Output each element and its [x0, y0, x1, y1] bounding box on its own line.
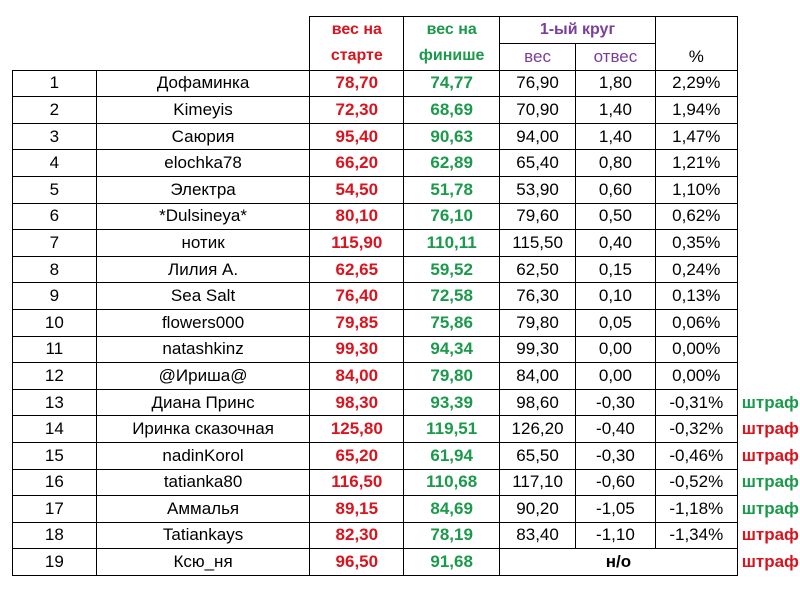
start-weight: 98,30: [310, 389, 404, 416]
table-row: [13, 363, 800, 390]
round-loss: 0,60: [576, 176, 656, 203]
table-row: [13, 70, 800, 97]
weight-header: вес: [500, 44, 576, 71]
row-number: 16: [13, 469, 97, 496]
penalty-label: [737, 97, 799, 124]
row-number: 8: [13, 256, 97, 283]
round-weight: 99,30: [500, 336, 576, 363]
row-number: 4: [13, 150, 97, 177]
loss-percent: -1,34%: [655, 522, 737, 549]
row-number: 6: [13, 203, 97, 230]
row-number: 9: [13, 283, 97, 310]
table-row: [13, 469, 800, 496]
penalty-label: [737, 203, 799, 230]
row-number: 18: [13, 522, 97, 549]
round-weight: 94,00: [500, 123, 576, 150]
loss-percent: 1,10%: [655, 176, 737, 203]
row-number: 10: [13, 309, 97, 336]
table-row: [13, 389, 800, 416]
loss-percent: 1,94%: [655, 97, 737, 124]
loss-percent: 0,00%: [655, 363, 737, 390]
finish-weight: 59,52: [404, 256, 500, 283]
finish-weight: 72,58: [404, 283, 500, 310]
finish-weight: 78,19: [404, 522, 500, 549]
participant-name: Дофаминка: [96, 70, 310, 97]
penalty-label: [737, 123, 799, 150]
round-loss: -1,10: [576, 522, 656, 549]
table-row: [13, 496, 800, 523]
loss-percent: 2,29%: [655, 70, 737, 97]
penalty-label: штраф: [741, 498, 799, 518]
finish-weight: 94,34: [404, 336, 500, 363]
start-weight: 99,30: [310, 336, 404, 363]
participant-name: Sea Salt: [96, 283, 310, 310]
start-weight: 125,80: [310, 416, 404, 443]
row-number: 12: [13, 363, 97, 390]
round-weight: 83,40: [500, 522, 576, 549]
loss-header: отвес: [576, 44, 656, 71]
participant-name: Tatiankays: [96, 522, 310, 549]
start-weight: 54,50: [310, 176, 404, 203]
finish-weight: 75,86: [404, 309, 500, 336]
loss-percent: -1,18%: [655, 496, 737, 523]
finish-weight: 79,80: [404, 363, 500, 390]
finish-weight: 74,77: [404, 70, 500, 97]
start-weight-header: вес на старте: [310, 17, 404, 71]
penalty-label: штраф: [741, 525, 799, 545]
finish-weight: 119,51: [404, 416, 500, 443]
round-weight: 98,60: [500, 389, 576, 416]
loss-percent: 0,62%: [655, 203, 737, 230]
loss-percent: 0,06%: [655, 309, 737, 336]
round-loss: -0,60: [576, 469, 656, 496]
round-loss: 0,00: [576, 336, 656, 363]
row-number: 14: [13, 416, 97, 443]
table-row: [13, 150, 800, 177]
participant-name: Иринка сказочная: [96, 416, 310, 443]
participant-name: Электра: [96, 176, 310, 203]
start-weight: 96,50: [310, 549, 404, 576]
round-loss: 1,40: [576, 97, 656, 124]
round-weight: 79,60: [500, 203, 576, 230]
participant-name: Kimeyis: [96, 97, 310, 124]
table-row: [13, 416, 800, 443]
start-weight: 116,50: [310, 469, 404, 496]
penalty-label: штраф: [741, 392, 799, 412]
header-row-1: [13, 17, 800, 44]
loss-percent: 1,47%: [655, 123, 737, 150]
finish-weight: 76,10: [404, 203, 500, 230]
start-weight: 80,10: [310, 203, 404, 230]
row-number: 19: [13, 549, 97, 576]
start-weight: 89,15: [310, 496, 404, 523]
start-weight: 82,30: [310, 522, 404, 549]
round-loss: 0,80: [576, 150, 656, 177]
round-weight: 65,40: [500, 150, 576, 177]
penalty-label: штраф: [741, 472, 799, 492]
round-weight: 53,90: [500, 176, 576, 203]
round-weight: 79,80: [500, 309, 576, 336]
round-weight: 115,50: [500, 230, 576, 257]
start-weight: 79,85: [310, 309, 404, 336]
participant-name: nadinKorol: [96, 442, 310, 469]
table-row: [13, 97, 800, 124]
row-number: 17: [13, 496, 97, 523]
finish-weight: 51,78: [404, 176, 500, 203]
percent-header-top: [655, 17, 737, 44]
penalty-label: штраф: [741, 552, 799, 572]
round-loss: -0,30: [576, 389, 656, 416]
finish-weight: 68,69: [404, 97, 500, 124]
finish-weight: 84,69: [404, 496, 500, 523]
participant-name: elochka78: [96, 150, 310, 177]
results-table: [12, 16, 800, 576]
finish-weight: 110,11: [404, 230, 500, 257]
finish-weight: 62,89: [404, 150, 500, 177]
participant-name: tatianka80: [96, 469, 310, 496]
penalty-label: [737, 283, 799, 310]
start-weight: 95,40: [310, 123, 404, 150]
loss-percent: -0,52%: [655, 469, 737, 496]
participant-name: natashkinz: [96, 336, 310, 363]
finish-weight: 91,68: [404, 549, 500, 576]
loss-percent: 0,35%: [655, 230, 737, 257]
start-weight: 84,00: [310, 363, 404, 390]
row-number: 7: [13, 230, 97, 257]
start-weight: 76,40: [310, 283, 404, 310]
table-row: [13, 283, 800, 310]
round-loss: -0,30: [576, 442, 656, 469]
finish-weight: 61,94: [404, 442, 500, 469]
participant-name: @Ириша@: [96, 363, 310, 390]
penalty-label: [737, 363, 799, 390]
penalty-label: штраф: [741, 445, 799, 465]
round-weight: 117,10: [500, 469, 576, 496]
table-row: [13, 230, 800, 257]
start-weight: 72,30: [310, 97, 404, 124]
participant-name: Диана Принс: [96, 389, 310, 416]
loss-percent: -0,32%: [655, 416, 737, 443]
row-number: 13: [13, 389, 97, 416]
round-loss: 0,40: [576, 230, 656, 257]
round-loss: -0,40: [576, 416, 656, 443]
loss-percent: 1,21%: [655, 150, 737, 177]
row-number: 15: [13, 442, 97, 469]
start-weight: 62,65: [310, 256, 404, 283]
round-weight: 84,00: [500, 363, 576, 390]
percent-header: %: [655, 44, 737, 71]
finish-weight-header: вес на финише: [404, 17, 500, 71]
start-weight: 78,70: [310, 70, 404, 97]
table-row: [13, 203, 800, 230]
penalty-label: [737, 336, 799, 363]
round-loss: 0,50: [576, 203, 656, 230]
round-weight: 126,20: [500, 416, 576, 443]
penalty-label: [737, 256, 799, 283]
penalty-label: [737, 150, 799, 177]
penalty-label: [737, 230, 799, 257]
table-row: [13, 522, 800, 549]
round-loss: 0,05: [576, 309, 656, 336]
round-weight: 76,90: [500, 70, 576, 97]
start-weight: 115,90: [310, 230, 404, 257]
table-row: [13, 123, 800, 150]
round-weight: 90,20: [500, 496, 576, 523]
loss-percent: 0,00%: [655, 336, 737, 363]
start-weight: 66,20: [310, 150, 404, 177]
table-row: [13, 309, 800, 336]
table-row: [13, 442, 800, 469]
penalty-label: [737, 70, 799, 97]
participant-name: Аммалья: [96, 496, 310, 523]
table-row: [13, 549, 800, 576]
loss-percent: 0,24%: [655, 256, 737, 283]
penalty-label: [737, 309, 799, 336]
row-number: 11: [13, 336, 97, 363]
round-weight: 62,50: [500, 256, 576, 283]
finish-weight: 90,63: [404, 123, 500, 150]
round-loss: 0,00: [576, 363, 656, 390]
round-loss: 0,10: [576, 283, 656, 310]
participant-name: Лилия А.: [96, 256, 310, 283]
round-weight: 76,30: [500, 283, 576, 310]
start-weight: 65,20: [310, 442, 404, 469]
table-row: [13, 256, 800, 283]
row-number: 5: [13, 176, 97, 203]
finish-weight: 93,39: [404, 389, 500, 416]
loss-percent: -0,46%: [655, 442, 737, 469]
round-weight: 70,90: [500, 97, 576, 124]
round-loss: -1,05: [576, 496, 656, 523]
round-header: 1-ый круг: [500, 17, 656, 44]
no-result-cell: н/о: [500, 549, 738, 576]
round-loss: 1,80: [576, 70, 656, 97]
round-loss: 0,15: [576, 256, 656, 283]
finish-weight: 110,68: [404, 469, 500, 496]
round-weight: 65,50: [500, 442, 576, 469]
round-loss: 1,40: [576, 123, 656, 150]
row-number: 2: [13, 97, 97, 124]
participant-name: нотик: [96, 230, 310, 257]
row-number: 1: [13, 70, 97, 97]
penalty-label: штраф: [741, 419, 799, 439]
participant-name: Ксю_ня: [96, 549, 310, 576]
table-row: [13, 176, 800, 203]
participant-name: *Dulsineya*: [96, 203, 310, 230]
participant-name: Саюрия: [96, 123, 310, 150]
row-number: 3: [13, 123, 97, 150]
loss-percent: 0,13%: [655, 283, 737, 310]
loss-percent: -0,31%: [655, 389, 737, 416]
participant-name: flowers000: [96, 309, 310, 336]
penalty-label: [737, 176, 799, 203]
table-row: [13, 336, 800, 363]
